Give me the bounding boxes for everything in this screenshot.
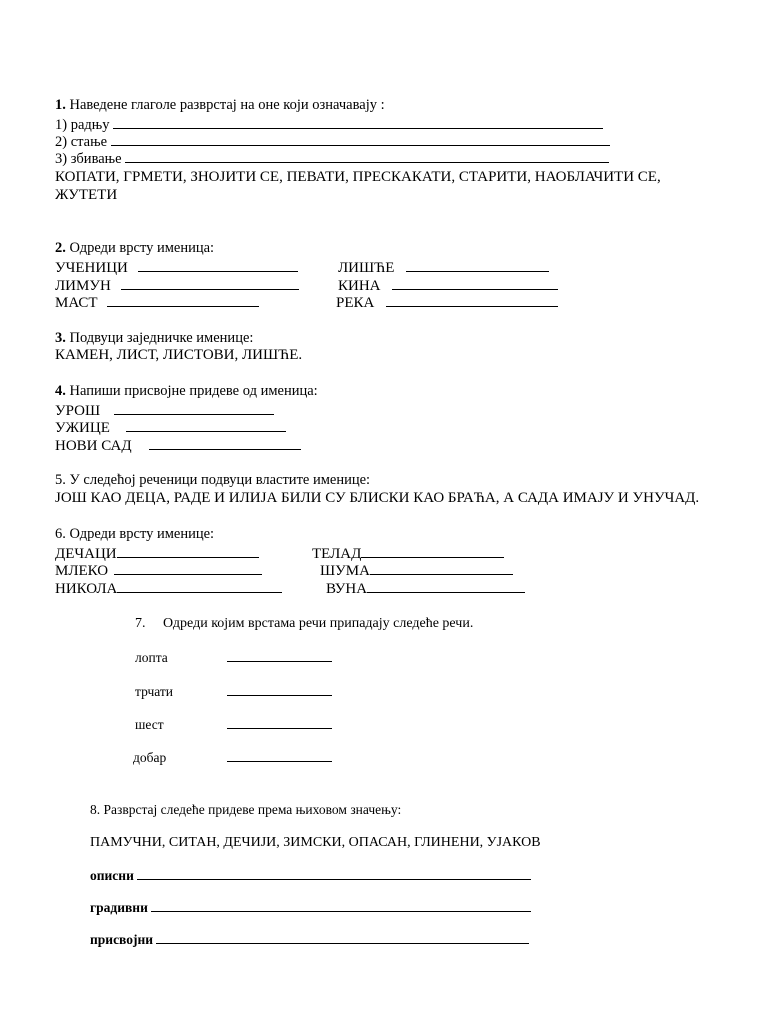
answer-line[interactable] (117, 544, 259, 558)
q2-title: Одреди врсту именица: (69, 240, 215, 256)
q7-item-1 (135, 648, 332, 666)
answer-line[interactable] (149, 436, 301, 450)
noun-label: ШУМА (320, 563, 370, 579)
answer-line[interactable] (138, 258, 298, 272)
noun-label: РЕКА (336, 295, 375, 311)
answer-line[interactable] (361, 544, 504, 558)
noun-label: ВУНА (326, 581, 368, 597)
q8-category-2 (90, 898, 531, 916)
q6-right-3 (326, 579, 525, 598)
answer-line[interactable] (370, 561, 513, 575)
q2-left-1 (55, 258, 298, 277)
word-label: шест (135, 717, 164, 732)
q2-heading (55, 240, 214, 257)
noun-label: ЛИМУН (55, 278, 111, 294)
q7-heading (135, 615, 473, 632)
noun-label: НОВИ САД (55, 438, 132, 454)
q1-item-label: 1) радњу (55, 117, 110, 133)
answer-line[interactable] (121, 276, 299, 290)
answer-line[interactable] (111, 132, 610, 146)
q5-title: 5. У следећој реченици подвуци властите именице: (55, 472, 371, 488)
noun-label: УРОШ (55, 403, 101, 419)
q6-left-2 (55, 561, 262, 580)
q3-number: 3. (55, 330, 66, 346)
q7-item-4 (133, 748, 332, 766)
noun-label: НИКОЛА (55, 581, 118, 597)
answer-line[interactable] (392, 276, 558, 290)
q2-number: 2. (55, 240, 66, 256)
q1-item-label: 2) стање (55, 134, 108, 150)
noun-label: УЧЕНИЦИ (55, 260, 128, 276)
noun-label: ЛИШЋЕ (338, 260, 395, 276)
q2-right-3 (336, 293, 558, 312)
answer-line[interactable] (137, 866, 531, 880)
answer-line[interactable] (227, 748, 332, 762)
q4-heading (55, 383, 318, 400)
category-label: градивни (90, 900, 148, 915)
q6-left-3 (55, 579, 282, 598)
noun-label: ДЕЧАЦИ (55, 546, 117, 562)
q4-item-2 (55, 418, 286, 437)
answer-line[interactable] (367, 579, 525, 593)
q1-words-line1: КОПАТИ, ГРМЕТИ, ЗНОЈИТИ СЕ, ПЕВАТИ, ПРЕСКАКАТИ, СТАРИТИ, НАОБЛАЧИТИ СЕ, (55, 169, 661, 185)
q7-number: 7. (135, 616, 146, 631)
q1-title: Наведене глаголе разврстај на оне који означавају : (69, 97, 385, 113)
noun-label: УЖИЦЕ (55, 420, 110, 436)
answer-line[interactable] (151, 898, 531, 912)
q2-right-1 (338, 258, 549, 277)
q8-category-3 (90, 930, 529, 948)
answer-line[interactable] (227, 682, 332, 696)
q7-item-2 (135, 682, 332, 700)
word-label: трчати (135, 684, 174, 699)
q8-title: 8. Разврстај следеће придеве према њиховом значењу: (90, 802, 402, 817)
q3-heading (55, 330, 253, 347)
word-label: добар (133, 750, 167, 765)
answer-line[interactable] (117, 579, 282, 593)
answer-line[interactable] (227, 648, 332, 662)
category-label: описни (90, 868, 134, 883)
q3-words: КАМЕН, ЛИСТ, ЛИСТОВИ, ЛИШЋЕ. (55, 347, 303, 363)
q4-title: Напиши присвојне придеве од именица: (69, 383, 318, 399)
answer-line[interactable] (227, 715, 332, 729)
q7-item-3 (135, 715, 332, 733)
answer-line[interactable] (114, 401, 274, 415)
q4-item-3 (55, 436, 301, 455)
answer-line[interactable] (107, 293, 259, 307)
q6-right-2 (320, 561, 513, 580)
q1-number: 1. (55, 97, 66, 113)
q6-title: 6. Одреди врсту именице: (55, 526, 215, 542)
word-label: лопта (135, 650, 168, 665)
answer-line[interactable] (114, 561, 262, 575)
answer-line[interactable] (113, 115, 603, 129)
noun-label: ТЕЛАД (312, 546, 362, 562)
noun-label: МЛЕКО (55, 563, 109, 579)
q5-sentence: ЈОШ КАО ДЕЦА, РАДЕ И ИЛИЈА БИЛИ СУ БЛИСКИ КАО БРАЋА, А САДА ИМАЈУ И УНУЧАД. (55, 490, 700, 506)
q2-left-3 (55, 293, 259, 312)
category-label: присвојни (90, 932, 154, 947)
answer-line[interactable] (126, 418, 286, 432)
q1-item-3 (55, 149, 609, 168)
q8-words: ПАМУЧНИ, СИТАН, ДЕЧИЈИ, ЗИМСКИ, ОПАСАН, ГЛИНЕНИ, УЈАКОВ (90, 835, 541, 850)
q1-words-line2: ЖУТЕТИ (55, 187, 118, 203)
noun-label: МАСТ (55, 295, 98, 311)
q1-item-label: 3) збивање (55, 151, 122, 167)
q1-heading (55, 97, 385, 114)
answer-line[interactable] (156, 930, 529, 944)
q3-title: Подвуци заједничке именице: (69, 330, 254, 346)
answer-line[interactable] (386, 293, 558, 307)
q8-category-1 (90, 866, 531, 884)
answer-line[interactable] (406, 258, 549, 272)
q7-title: Одреди којим врстама речи припадају следеће речи. (163, 616, 474, 631)
q4-number: 4. (55, 383, 66, 399)
noun-label: КИНА (338, 278, 381, 294)
answer-line[interactable] (125, 149, 609, 163)
